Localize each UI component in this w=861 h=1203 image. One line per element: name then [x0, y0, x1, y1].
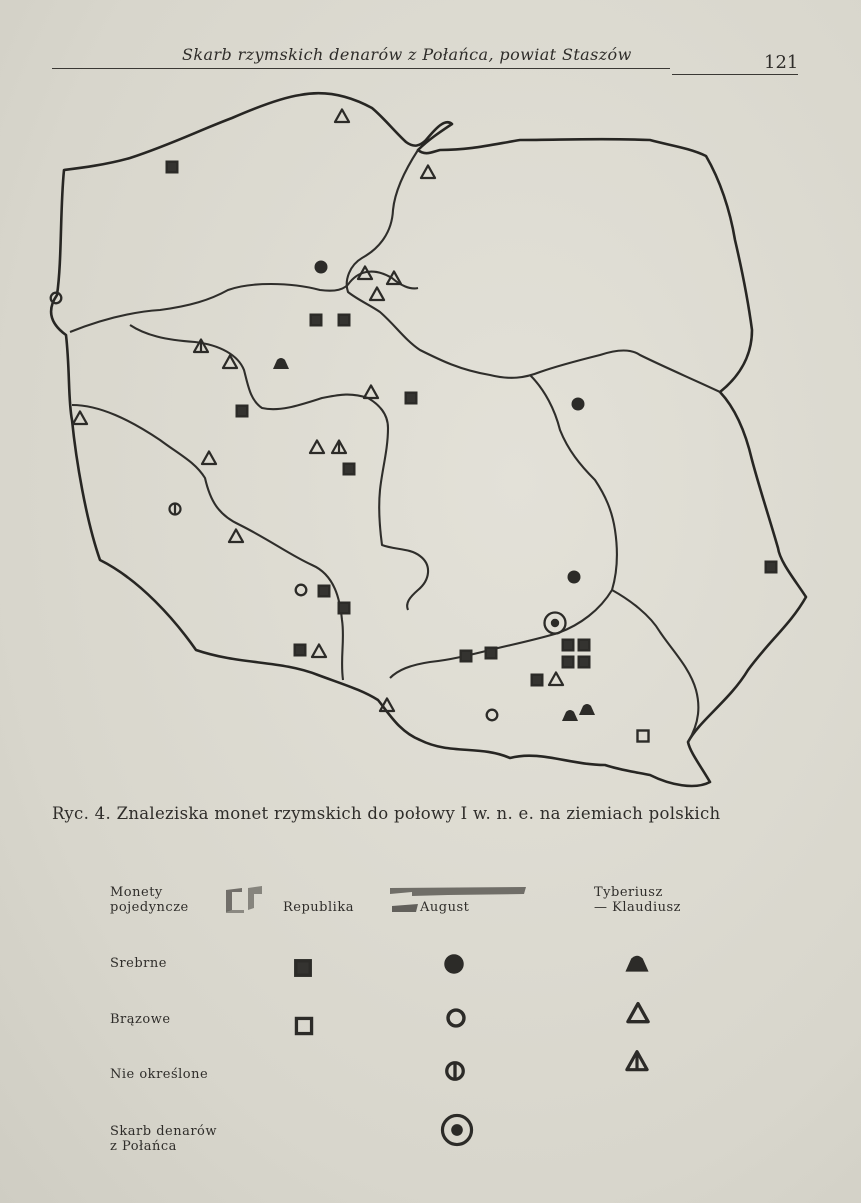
internal-boundaries [70, 150, 720, 742]
legend-filled-square-icon [290, 955, 316, 981]
legend-silver-label: Srebrne [110, 956, 167, 971]
legend-undetermined-label: Nie określone [110, 1067, 209, 1082]
legend-hoard-label: Skarb denarów z Połańca [110, 1124, 218, 1154]
running-title: Skarb rzymskich denarów z Połańca, powiat Staszów [182, 45, 632, 64]
legend-open-triangle-icon [624, 999, 652, 1027]
legend-filled-triangle-icon [622, 950, 652, 976]
legend-barred-circle-icon [442, 1058, 468, 1084]
legend-hoard-icon [437, 1110, 477, 1150]
legend-republic-label: Republika [283, 900, 354, 915]
legend-open-circle-icon [443, 1005, 469, 1031]
legend-single-coins-label: Monety pojedyncze [110, 885, 189, 915]
legend-tiberius-label: Tyberiusz — Klaudiusz [594, 885, 681, 915]
legend-republic-swatch [222, 884, 280, 916]
page-number: 121 [764, 52, 799, 73]
figure-caption: Ryc. 4. Znaleziska monet rzymskich do połowy I w. n. e. na ziemiach polskich [52, 804, 721, 823]
legend-filled-circle-icon [440, 950, 468, 978]
legend-august-label: August [420, 900, 470, 915]
legend-open-square-icon [291, 1013, 317, 1039]
legend-barred-triangle-icon [623, 1047, 651, 1075]
legend-bronze-label: Brązowe [110, 1012, 171, 1027]
